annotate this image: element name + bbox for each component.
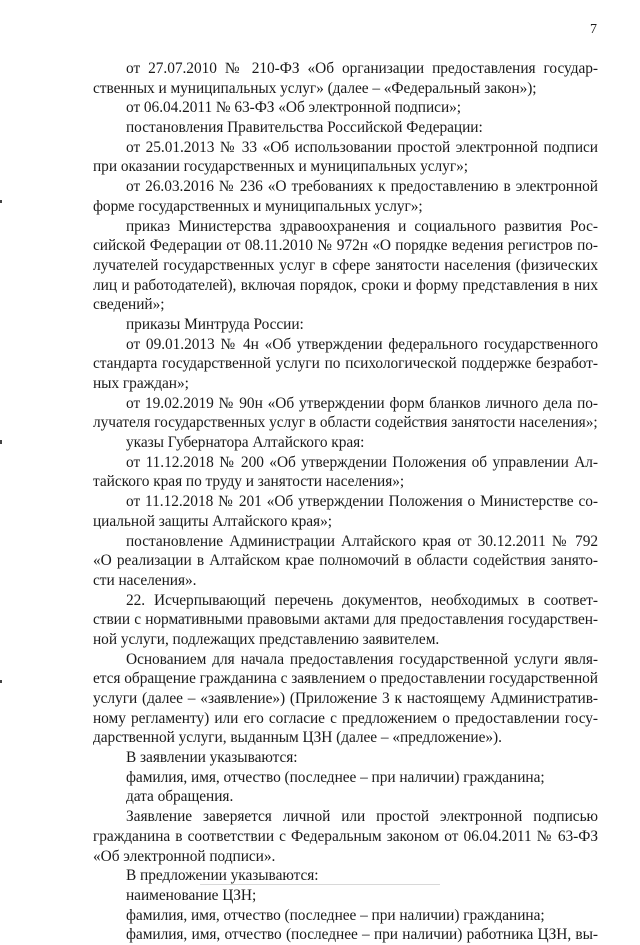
text-line: 22. Исчерпывающий перечень документов, необходимых в соответ- — [126, 591, 598, 609]
scan-bottom-edge — [200, 884, 440, 885]
text-line: ному регламенту) или его согласие с предложением о предоставлении госу- — [93, 709, 598, 727]
text-line: ствии с нормативными правовыми актами для предоставления государствен- — [93, 611, 598, 629]
text-line: форме государственных и муниципальных услуг»; — [93, 197, 423, 215]
text-line: от 25.01.2013 № 33 «Об использовании простой электронной подписи — [126, 138, 598, 156]
text-line: лучателей государственных услуг в сфере занятости населения (физических — [93, 256, 598, 274]
text-line: В предложении указываются: — [126, 867, 319, 885]
text-line: наименование ЦЗН; — [126, 886, 257, 904]
document-body — [93, 59, 598, 945]
text-line: услуги (далее – «заявление») (Приложение 3 к настоящему Административ- — [93, 690, 598, 707]
scan-edge-mark — [0, 440, 2, 444]
text-line: «Об электронной подписи». — [93, 847, 276, 865]
text-line: лучателя государственных услуг в области содействия занятости населения»; — [93, 414, 598, 432]
text-line: приказы Минтруда России: — [126, 315, 304, 333]
text-line: ной услуги, подлежащих представлению заявителем. — [93, 630, 440, 648]
scan-edge-mark — [0, 200, 2, 203]
text-line: тайского края по труду и занятости населения»; — [93, 473, 405, 491]
text-line: сийской Федерации от 08.11.2010 № 972н «О порядке ведения регистров по- — [93, 237, 598, 255]
text-line: ственных и муниципальных услуг» (далее – «Федеральный закон»); — [93, 79, 537, 97]
text-line: сти населения». — [93, 571, 197, 589]
text-line: В заявлении указываются: — [126, 749, 298, 767]
text-line: от 09.01.2013 № 4н «Об утверждении федерального государственного — [126, 335, 598, 353]
text-line: от 06.04.2011 № 63-ФЗ «Об электронной подписи»; — [126, 99, 462, 117]
text-line: постановления Правительства Российской Федерации: — [126, 119, 483, 137]
text-line: от 11.12.2018 № 201 «Об утверждении Положения о Министерстве со- — [126, 493, 598, 511]
text-line: ных граждан»; — [93, 375, 189, 392]
text-line: фамилия, имя, отчество (последнее – при наличии) работника ЦЗН, вы- — [126, 926, 598, 944]
text-line: циальной защиты Алтайского края»; — [93, 512, 332, 530]
text-line: постановление Администрации Алтайского края от 30.12.2011 № 792 — [126, 532, 598, 550]
text-line: указы Губернатора Алтайского края: — [126, 434, 365, 452]
scan-edge-mark — [0, 680, 2, 683]
text-line: дарственной услуги, выданным ЦЗН (далее – «предложение»). — [93, 729, 502, 747]
text-line: Основанием для начала предоставления государственной услуги явля- — [126, 650, 598, 668]
page-number: 7 — [590, 22, 597, 37]
text-line: приказ Министерства здравоохранения и социального развития Рос- — [126, 217, 598, 235]
text-line: дата обращения. — [126, 788, 234, 806]
text-line: Заявление заверяется личной или простой электронной подписью — [126, 808, 598, 826]
text-line: сведений»; — [93, 296, 165, 314]
text-line: от 27.07.2010 № 210-ФЗ «Об организации предоставления государ- — [126, 60, 598, 77]
text-line: «О реализации в Алтайском крае полномочий в области содействия занято- — [93, 552, 598, 570]
text-line: лиц и работодателей), включая порядок, сроки и форму представления в них — [93, 276, 598, 294]
text-line: от 11.12.2018 № 200 «Об утверждении Положения об управлении Ал- — [126, 453, 598, 471]
text-line: от 19.02.2019 № 90н «Об утверждении форм бланков личного дела по- — [126, 394, 598, 412]
text-line: от 26.03.2016 № 236 «О требованиях к предоставлению в электронной — [126, 178, 598, 196]
text-line: стандарта государственной услуги по психологической поддержке безработ- — [93, 355, 598, 373]
text-line: при оказании государственных и муниципальных услуг»; — [93, 158, 468, 176]
text-line: гражданина в соответствии с Федеральным законом от 06.04.2011 № 63-ФЗ — [93, 827, 598, 845]
text-line: фамилия, имя, отчество (последнее – при наличии) гражданина; — [126, 768, 545, 786]
text-line: ется обращение гражданина с заявлением о предоставлении государственной — [93, 670, 598, 688]
text-line: фамилия, имя, отчество (последнее – при наличии) гражданина; — [126, 906, 545, 924]
